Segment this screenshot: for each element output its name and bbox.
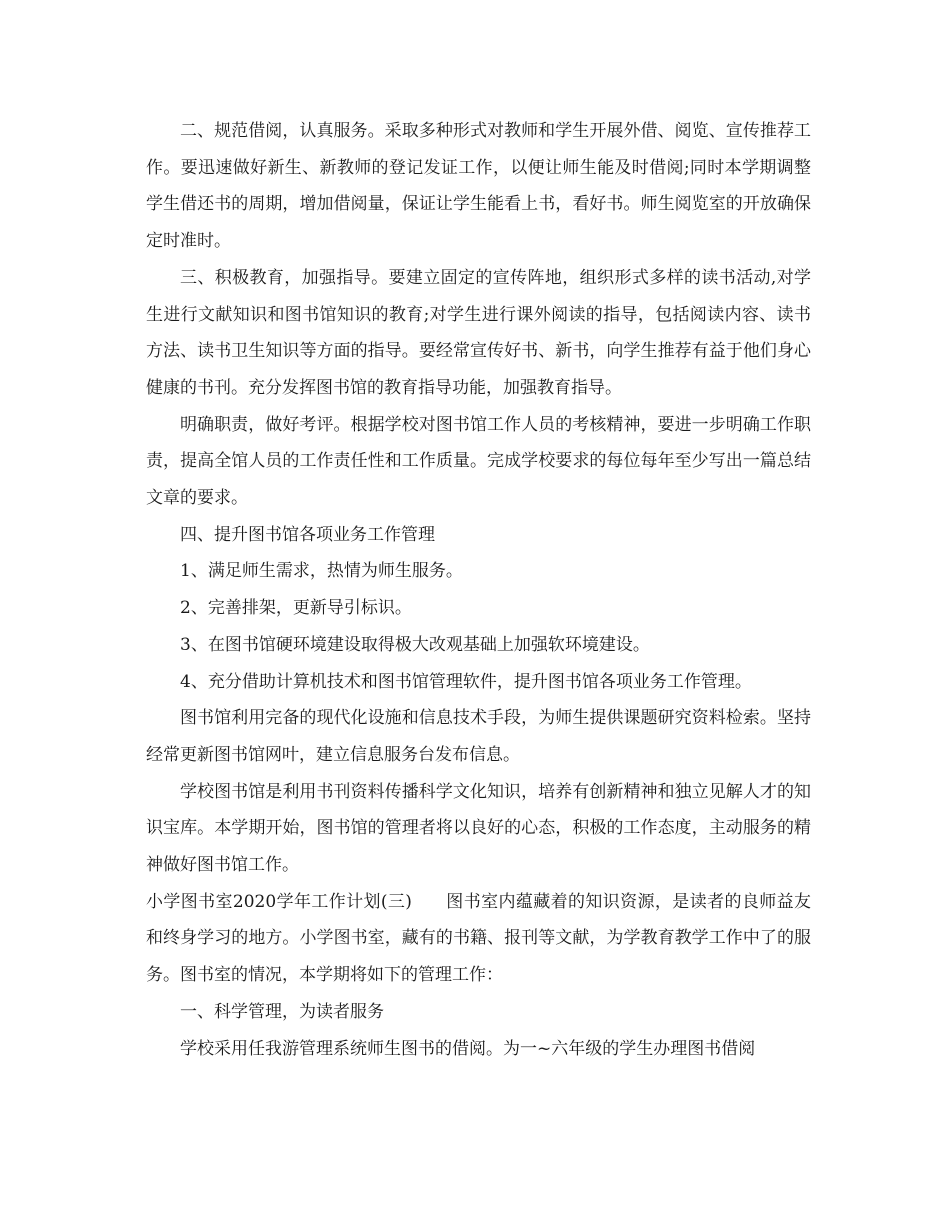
paragraph-borrowing: 二、规范借阅，认真服务。采取多种形式对教师和学生开展外借、阅览、宣传推荐工作。要迅速做好新生、新教师的登记发证工作，以便让师生能及时借阅;同时本学期调整学生借还书的周期，增加借阅量，保证让学生能看上书，看好书。师生阅览室的开放确保定时准时。 [146,121,811,252]
paragraph-section-four: 四、提升图书馆各项业务工作管理 [180,524,435,545]
paragraph-duties: 明确职责，做好考评。根据学校对图书馆工作人员的考核精神，要进一步明确工作职责，提高全馆人员的工作责任性和工作质量。完成学校要求的每位每年至少写出一篇总结文章的要求。 [146,414,811,509]
list-item-1: 1、满足师生需求，热情为师生服务。 [180,561,463,582]
list-item-2: 2、完善排架，更新导引标识。 [180,598,412,619]
paragraph-library-summary: 学校图书馆是利用书刊资料传播科学文化知识，培养有创新精神和独立见解人才的知识宝库。本学期开始，图书馆的管理者将以良好的心态，积极的工作态度，主动服务的精神做好图书馆工作。 [146,781,811,876]
list-item-4: 4、充分借助计算机技术和图书馆管理软件，提升图书馆各项业务工作管理。 [180,671,752,692]
section-heading-paragraph [146,884,811,994]
section-title: 小学图书室2020学年工作计划(三) [146,891,412,912]
paragraph-scientific-management: 一、科学管理，为读者服务 [180,1001,384,1022]
list-item-3: 3、在图书馆硬环境建设取得极大改观基础上加强软环境建设。 [180,634,650,655]
document-body [146,113,811,1067]
section-intro: 图书室内蕴藏着的知识资源，是读者的良师益友和终身学习的地方。小学图书室，藏有的书籍、报刊等文献，为学教育教学工作中了的服务。图书室的情况，本学期将如下的管理工作： [146,891,812,986]
paragraph-information-services: 图书馆利用完备的现代化设施和信息技术手段，为师生提供课题研究资料检索。坚持经常更新图书馆网叶，建立信息服务台发布信息。 [146,708,811,765]
paragraph-education: 三、积极教育，加强指导。要建立固定的宣传阵地，组织形式多样的读书活动,对学生进行文献知识和图书馆知识的教育;对学生进行课外阅读的指导，包括阅读内容、读书方法、读书卫生知识等方面的指导。要经常宣传好书、新书，向学生推荐有益于他们身心健康的书刊。充分发挥图书馆的教育指导功能，加强教育指导。 [146,267,811,398]
paragraph-borrowing-system: 学校采用任我游管理系统师生图书的借阅。为一~六年级的学生办理图书借阅 [180,1038,756,1059]
